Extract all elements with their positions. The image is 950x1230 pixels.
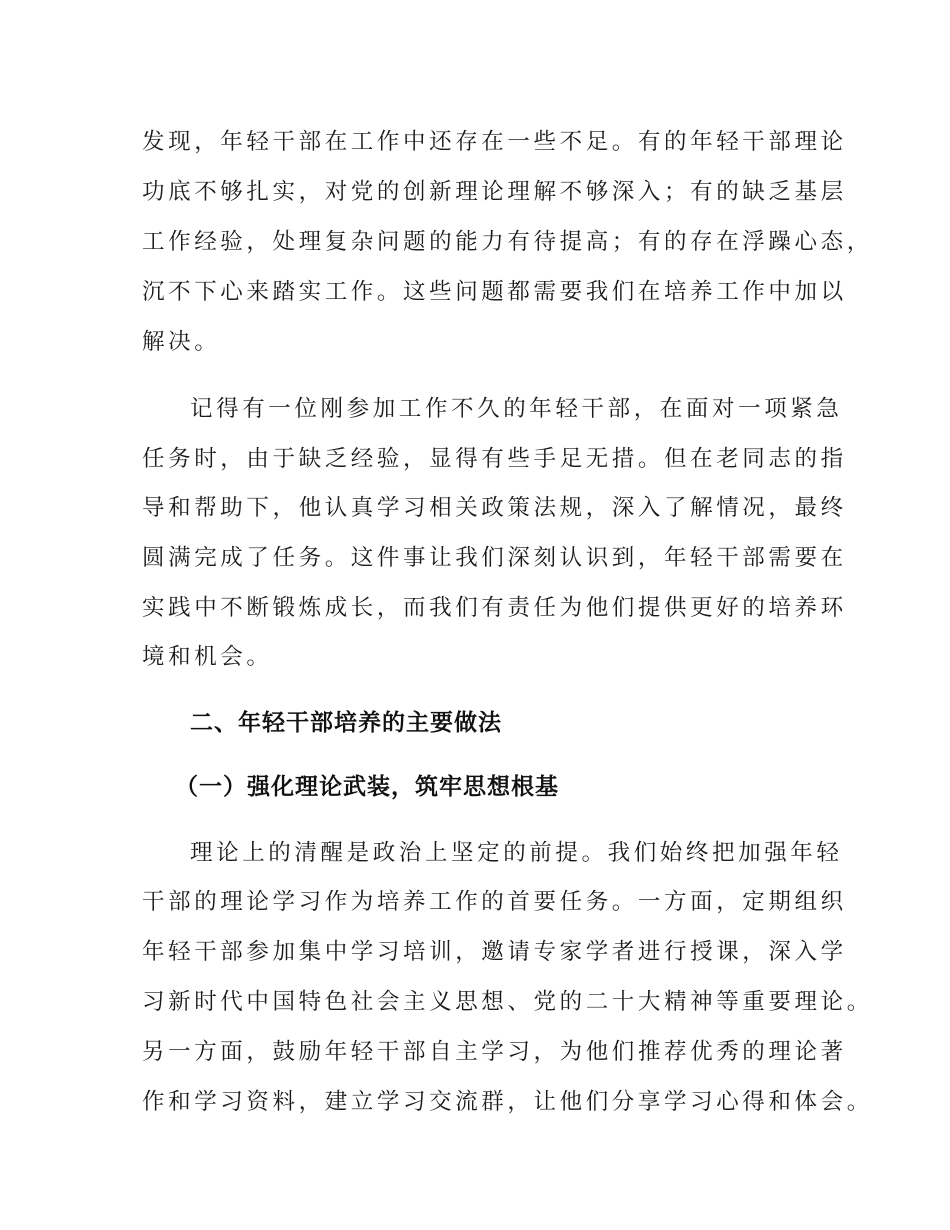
paragraph-line: 圆满完成了任务。这件事让我们深刻认识到，年轻干部需要在 — [142, 545, 847, 571]
paragraph-line: 作和学习资料，建立学习交流群，让他们分享学习心得和体会。 — [142, 1089, 873, 1115]
paragraph-line: 发现，年轻干部在工作中还存在一些不足。有的年轻干部理论 — [142, 129, 847, 155]
subsection-heading: （一）强化理论武装，筑牢思想根基 — [175, 774, 559, 800]
paragraph-line: 另一方面，鼓励年轻干部自主学习，为他们推荐优秀的理论著 — [142, 1039, 847, 1065]
paragraph-line: 任务时，由于缺乏经验，显得有些手足无措。但在老同志的指 — [142, 446, 847, 472]
paragraph-line: 习新时代中国特色社会主义思想、党的二十大精神等重要理论。 — [142, 989, 873, 1015]
paragraph-line: 工作经验，处理复杂问题的能力有待提高；有的存在浮躁心态， — [142, 229, 873, 255]
paragraph-line: 沉不下心来踏实工作。这些问题都需要我们在培养工作中加以 — [142, 279, 847, 305]
paragraph-line: 实践中不断锻炼成长，而我们有责任为他们提供更好的培养环 — [142, 595, 847, 621]
section-heading: 二、年轻干部培养的主要做法 — [190, 710, 502, 736]
paragraph-line: 解决。 — [142, 329, 221, 355]
paragraph-line: 导和帮助下，他认真学习相关政策法规，深入了解情况，最终 — [142, 495, 847, 521]
paragraph-line: 境和机会。 — [142, 644, 273, 670]
paragraph-line: 年轻干部参加集中学习培训，邀请专家学者进行授课，深入学 — [142, 939, 847, 965]
paragraph-line: 记得有一位刚参加工作不久的年轻干部，在面对一项紧急 — [190, 396, 843, 422]
paragraph-line: 功底不够扎实，对党的创新理论理解不够深入；有的缺乏基层 — [142, 179, 847, 205]
paragraph-line: 干部的理论学习作为培养工作的首要任务。一方面，定期组织 — [142, 889, 847, 915]
paragraph-line: 理论上的清醒是政治上坚定的前提。我们始终把加强年轻 — [190, 840, 843, 866]
